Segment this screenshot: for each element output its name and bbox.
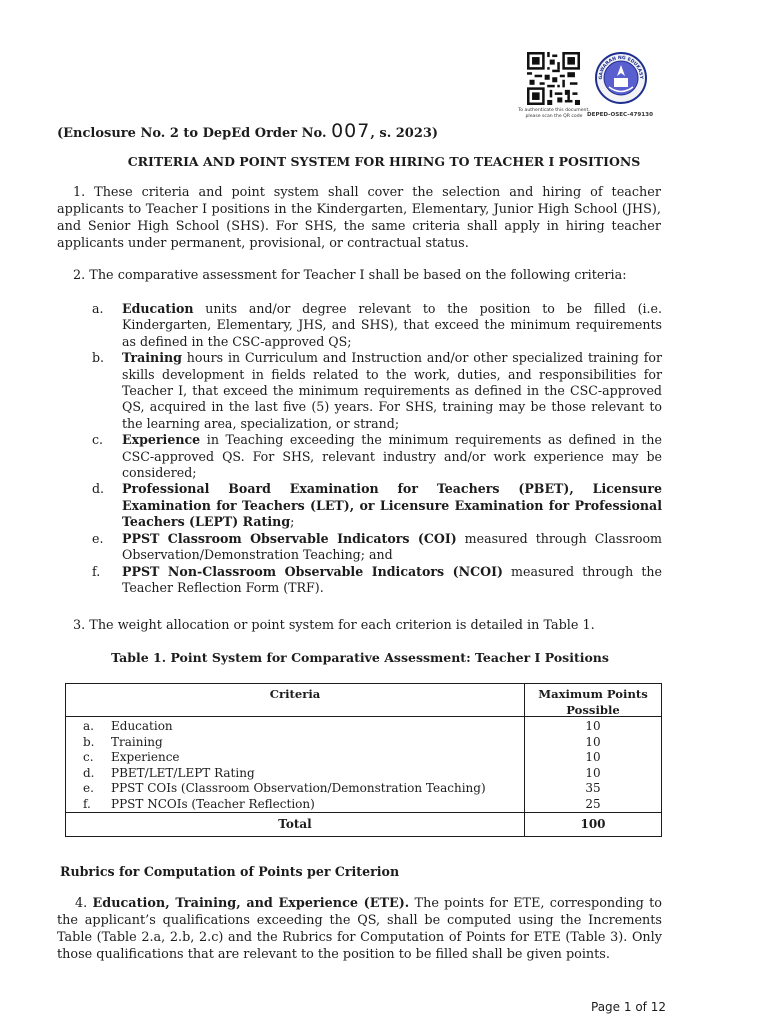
enclosure-suffix: , s. 2023) (370, 126, 439, 141)
qr-code (527, 52, 580, 105)
page-number: Page 1 of 12 (591, 1000, 666, 1014)
paragraph-4-term: Education, Training, and Experience (ETE). (92, 896, 410, 911)
criteria-marker: a. (92, 301, 104, 316)
paragraph-1: 1. These criteria and point system shall cover the selection and hiring of teacher applicants to Teacher I positions in the Kindergarten, Elementary, Junior High School (JHS), and Senior High School (SHS). For SHS, the same criteria shall apply in hiring teacher applicants under permanent, provisional, or contractual status. (57, 185, 661, 251)
row-criterion: Experience (111, 750, 180, 764)
criteria-term: Education (122, 301, 194, 316)
column-header-line: Maximum Points (538, 687, 648, 701)
criteria-list (92, 301, 662, 596)
criteria-item (92, 564, 662, 597)
seal-text: GAWARAN NG EDUKASY (598, 55, 644, 80)
table-row (66, 766, 661, 782)
criteria-term: Training (122, 350, 182, 366)
criteria-item (92, 531, 662, 564)
column-header-line: Possible (566, 702, 620, 717)
row-marker: e. (83, 781, 94, 795)
criteria-item (92, 350, 662, 432)
criteria-marker: e. (92, 530, 104, 546)
criteria-text: measured through the Teacher Reflection Form (TRF). (122, 563, 662, 595)
criteria-marker: c. (92, 432, 104, 448)
paragraph-4-text: The points for ETE, corresponding to the applicant’s qualifications exceeding the QS, shall be computed using the Increments Table (Table 2.a, 2.b, 2.c) and the Rubrics for Computation of Points for ETE (Table 3). Only those qualifications that are relevant to the position to be filled shall be given points. (57, 896, 663, 962)
paragraph-2: 2. The comparative assessment for Teacher I shall be based on the following criteria: (73, 268, 627, 283)
enclosure-line (57, 120, 438, 142)
table-row (66, 750, 661, 766)
criteria-term: Professional Board Examination for Teachers (PBET), Licensure Examination for Teachers (LET), or Licensure Examination for Professional Teachers (LEPT) Rating (122, 481, 662, 530)
column-header-criteria: Criteria (269, 687, 321, 701)
table-row (66, 797, 661, 813)
row-marker: b. (83, 734, 95, 749)
row-criterion: PPST NCOIs (Teacher Reflection) (111, 796, 315, 811)
criteria-marker: f. (92, 563, 101, 579)
row-marker: a. (83, 719, 94, 733)
paragraph-3: 3. The weight allocation or point system for each criterion is detailed in Table 1. (73, 618, 595, 633)
row-points: 35 (585, 781, 601, 795)
criteria-term: PPST Classroom Observable Indicators (COI) (122, 530, 457, 546)
table-row (66, 735, 661, 751)
table-body (66, 719, 661, 812)
total-label: Total (278, 817, 312, 831)
column-header-max-points (524, 687, 662, 718)
row-criterion: PBET/LET/LEPT Rating (111, 765, 255, 780)
criteria-item (92, 301, 662, 350)
paragraph-4 (57, 895, 662, 963)
criteria-marker: b. (92, 350, 105, 366)
order-number: 007 (331, 120, 371, 142)
criteria-item (92, 481, 662, 530)
table-divider (66, 812, 661, 813)
row-marker: c. (83, 750, 94, 764)
criteria-text: ; (290, 514, 295, 530)
criteria-text: in Teaching exceeding the minimum requirements as defined in the CSC-approved QS. For SHS, relevant industry and/or work experience may be considered; (122, 432, 662, 481)
point-system-table (65, 683, 662, 837)
row-points: 10 (585, 750, 601, 764)
qr-caption: To authenticate this document, please scan the QR code (518, 108, 590, 119)
total-value: 100 (580, 817, 606, 831)
document-code: DEPED-OSEC-479130 (587, 112, 653, 118)
table-caption: Table 1. Point System for Comparative Assessment: Teacher I Positions (111, 650, 609, 665)
table-row (66, 719, 661, 735)
row-points: 25 (585, 796, 601, 811)
row-points: 10 (585, 719, 601, 733)
criteria-term: Experience (122, 432, 201, 448)
row-criterion: PPST COIs (Classroom Observation/Demonstration Teaching) (111, 781, 486, 795)
criteria-text: units and/or degree relevant to the position to be filled (i.e. Kindergarten, Elementary, JHS, and SHS), that exceed the minimum requirements as defined in the CSC-approved QS; (122, 301, 662, 349)
criteria-term: PPST Non-Classroom Observable Indicators (NCOI) (122, 563, 503, 579)
page-title: CRITERIA AND POINT SYSTEM FOR HIRING TO TEACHER I POSITIONS (127, 154, 641, 169)
row-points: 10 (585, 734, 601, 749)
row-marker: f. (83, 796, 91, 811)
criteria-text: measured through Classroom Observation/Demonstration Teaching; and (122, 530, 662, 563)
table-row (66, 781, 661, 797)
deped-seal (595, 52, 647, 104)
rubrics-heading: Rubrics for Computation of Points per Criterion (60, 864, 400, 879)
row-criterion: Education (111, 719, 173, 733)
row-marker: d. (83, 765, 95, 780)
row-criterion: Training (111, 734, 163, 749)
criteria-marker: d. (92, 481, 105, 497)
row-points: 10 (585, 765, 601, 780)
enclosure-prefix: (Enclosure No. 2 to DepEd Order No. (57, 126, 332, 141)
criteria-text: hours in Curriculum and Instruction and/or other specialized training for skills development in fields related to the work, duties, and responsibilities for Teacher I, that exceed the minimum requirements as defined in the CSC-approved QS, acquired in the last five (5) years. For SHS, training may be those relevant to the learning area, specialization, or strand; (122, 350, 662, 431)
criteria-item (92, 432, 662, 481)
paragraph-4-lead: 4. (75, 896, 93, 911)
